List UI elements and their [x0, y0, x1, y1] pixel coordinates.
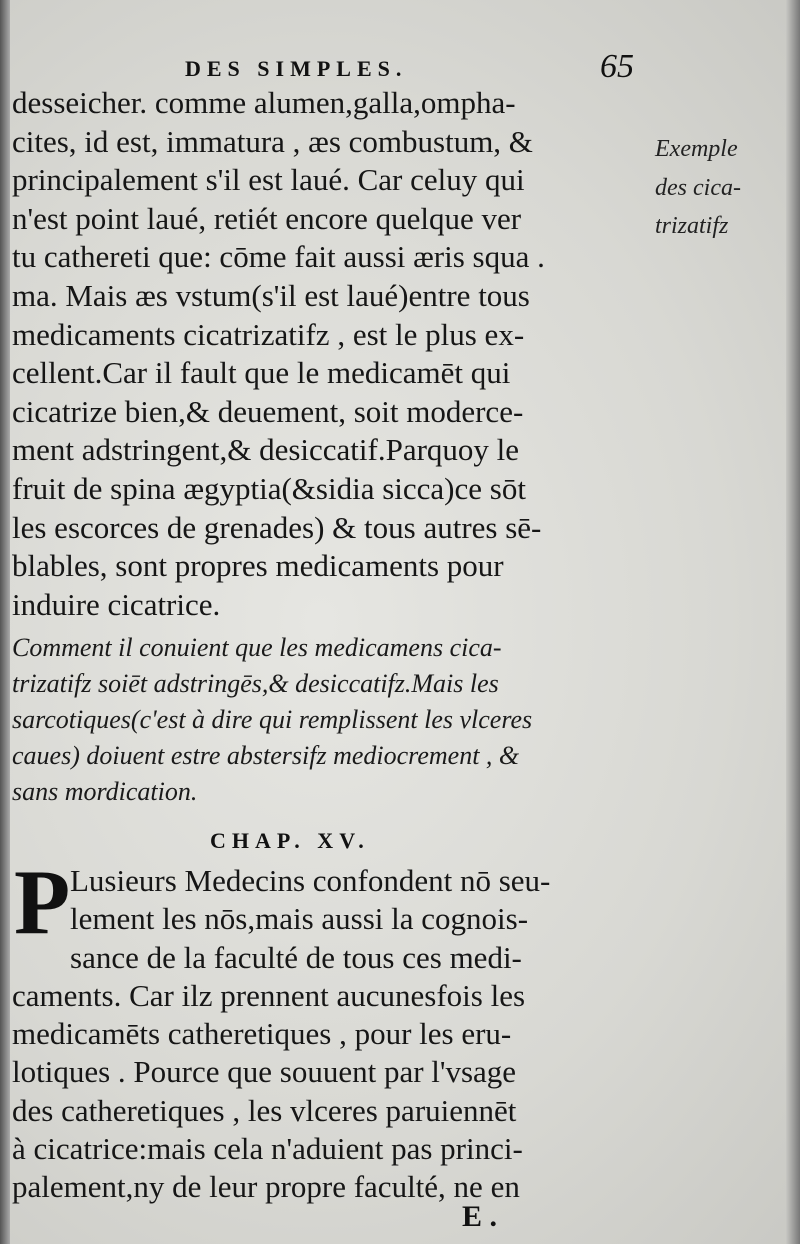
text-line: Lusieurs Medecins confondent nō seu- [70, 863, 551, 898]
text-line: tu cathereti que: cōme fait aussi æris squa . [12, 239, 545, 275]
margin-note [655, 130, 795, 246]
text-line: desseicher. comme alumen,galla,ompha- [12, 85, 516, 120]
summary-line: sarcotiques(c'est à dire qui remplissent les vlceres [12, 705, 533, 734]
text-line: n'est point laué, retiét encore quelque ver [12, 200, 522, 236]
text-line: medicamēts catheretiques , pour les eru- [12, 1016, 512, 1052]
page-left-edge [0, 0, 10, 1244]
margin-note-line: des cica- [655, 174, 741, 201]
chapter-paragraph [12, 851, 652, 1207]
running-head: DES SIMPLES. [185, 56, 408, 81]
text-line: cicatrize bien,& deuement, soit moderce- [12, 393, 524, 429]
margin-note-line: trizatifz [655, 213, 729, 239]
page-number: 65 [600, 48, 634, 85]
text-line: medicaments cicatrizatifz , est le plus ex- [12, 316, 525, 352]
text-line: cellent.Car il fault que le medicamēt qui [12, 355, 511, 391]
text-line: cites, id est, immatura , æs combustum, & [12, 123, 533, 159]
drop-cap-initial: P [14, 851, 71, 953]
summary-line: sans mordication. [12, 777, 198, 806]
text-line: palement,ny de leur propre faculté, ne en [12, 1169, 520, 1205]
signature-mark: E . [462, 1200, 498, 1233]
text-line: lement les nōs,mais aussi la cognois- [70, 901, 529, 937]
text-line: caments. Car ilz prennent aucunesfois les [12, 977, 526, 1013]
main-paragraph [12, 84, 652, 624]
summary-line: Comment il conuient que les medicamens cica- [12, 633, 502, 662]
text-line: blables, sont propres medicaments pour [12, 548, 504, 584]
chapter-summary [12, 630, 652, 810]
summary-line: trizatifz soiēt adstringēs,& desiccatifz.Mais les [12, 669, 499, 698]
text-line: ma. Mais æs vstum(s'il est laué)entre tous [12, 277, 530, 313]
text-line: principalement s'il est laué. Car celuy qui [12, 162, 525, 198]
margin-note-line: Exemple [655, 136, 738, 162]
text-line: lotiques . Pource que souuent par l'vsage [12, 1054, 517, 1090]
text-line: des catheretiques , les vlceres paruiennēt [12, 1092, 517, 1128]
text-line: fruit de spina ægyptia(&sidia sicca)ce sōt [12, 470, 526, 506]
text-line: à cicatrice:mais cela n'aduient pas princi- [12, 1131, 523, 1167]
summary-line: caues) doiuent estre abstersifz mediocrement , & [12, 741, 520, 770]
chapter-heading: CHAP. XV. [210, 828, 370, 853]
text-line: ment adstringent,& desiccatif.Parquoy le [12, 432, 520, 468]
text-line: sance de la faculté de tous ces medi- [70, 939, 522, 975]
text-line: les escorces de grenades) & tous autres sē- [12, 509, 542, 545]
text-line: induire cicatrice. [12, 586, 221, 622]
